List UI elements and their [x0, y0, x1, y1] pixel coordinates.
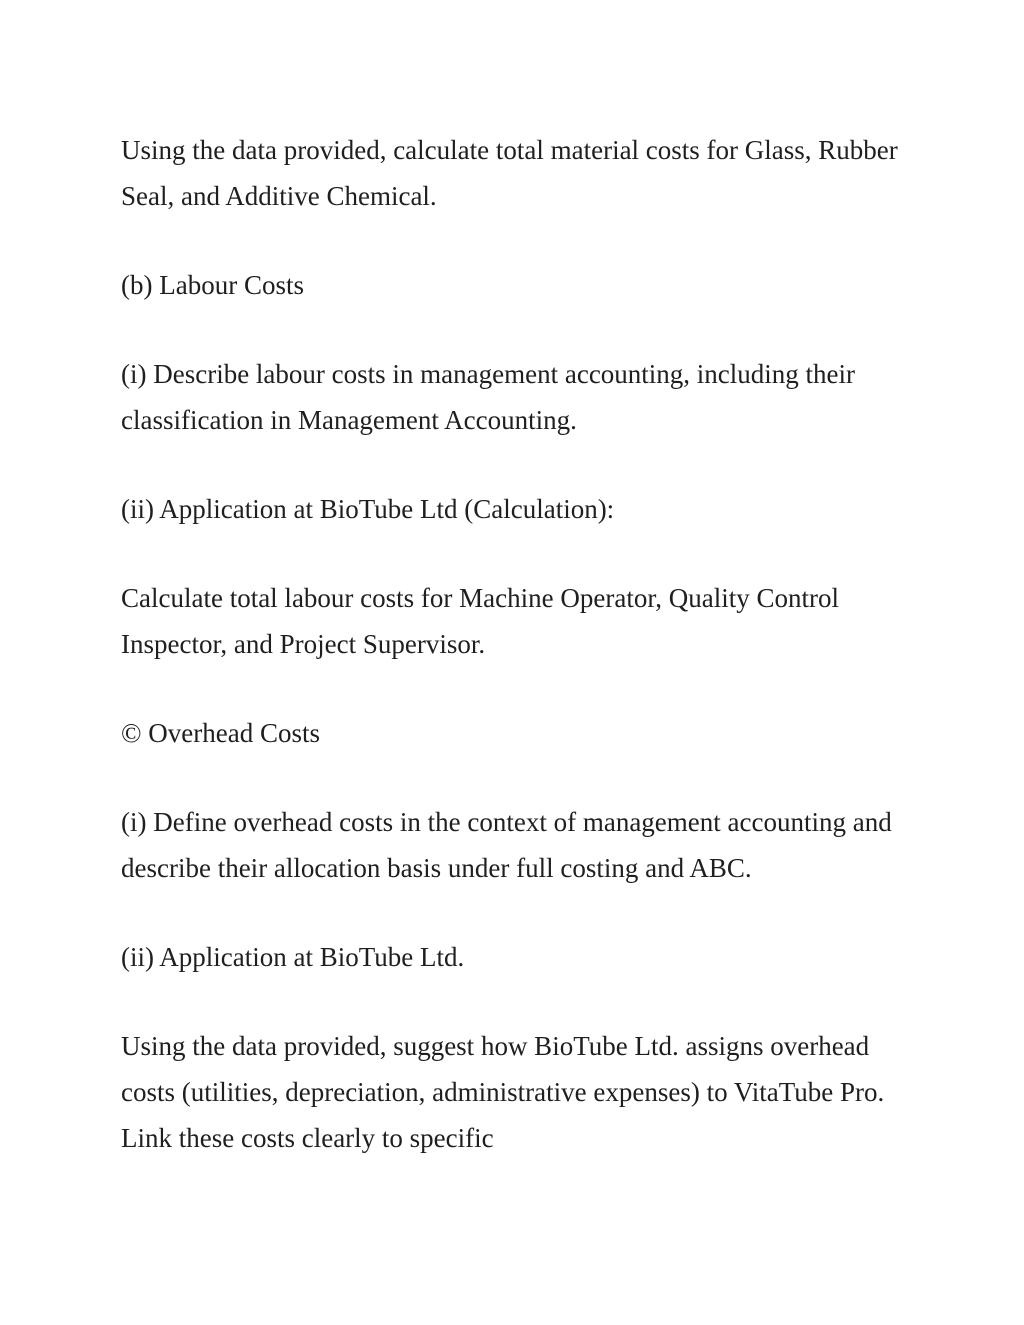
overhead-costs-question-ii: (ii) Application at BioTube Ltd. — [121, 942, 465, 972]
labour-costs-instruction: Calculate total labour costs for Machine Operator, Quality Control Inspector, and Project Supervisor. — [121, 583, 839, 659]
document-page — [121, 127, 921, 1204]
overhead-costs-heading: © Overhead Costs — [121, 718, 320, 748]
overhead-costs-question-i: (i) Define overhead costs in the context of management accounting and describe their allocation basis under full costing and ABC. — [121, 807, 892, 883]
overhead-costs-instruction: Using the data provided, suggest how BioTube Ltd. assigns overhead costs (utilities, depreciation, administrative expenses) to VitaTube Pro. Link these costs clearly to specific — [121, 1031, 885, 1153]
material-costs-instruction: Using the data provided, calculate total material costs for Glass, Rubber Seal, and Additive Chemical. — [121, 135, 898, 211]
labour-costs-question-ii: (ii) Application at BioTube Ltd (Calculation): — [121, 494, 615, 524]
labour-costs-heading: (b) Labour Costs — [121, 270, 304, 300]
labour-costs-question-i: (i) Describe labour costs in management accounting, including their classification in Management Accounting. — [121, 359, 856, 435]
